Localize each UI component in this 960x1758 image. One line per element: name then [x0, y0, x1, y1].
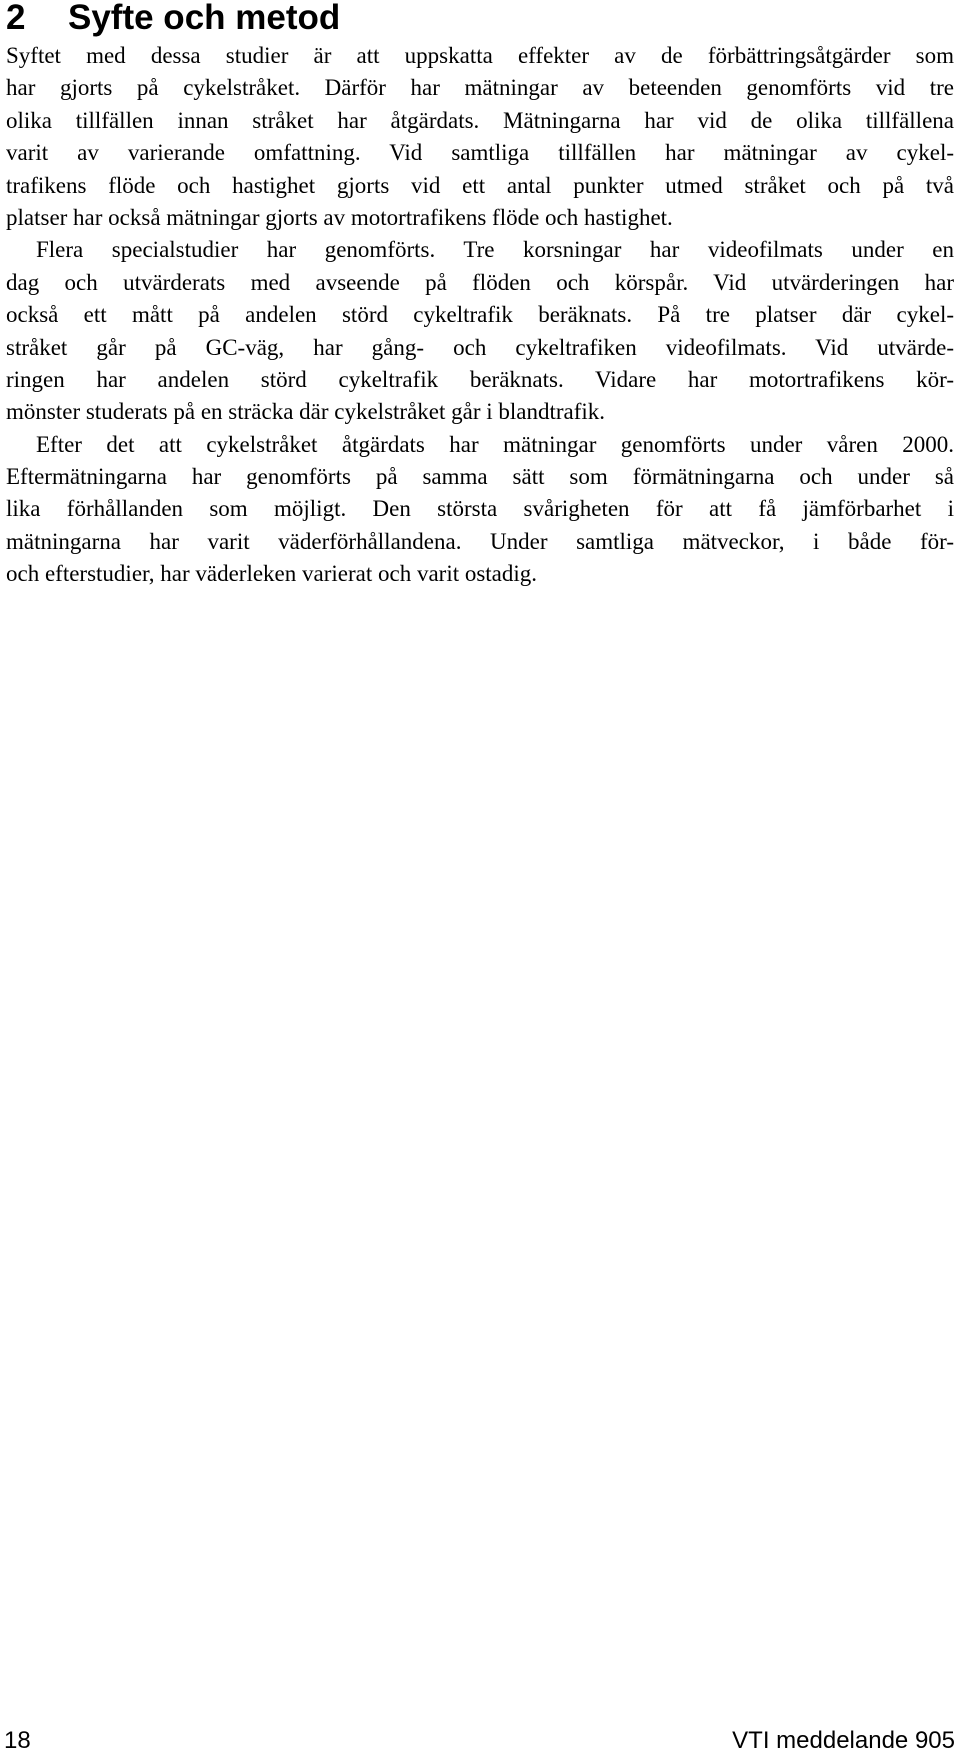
paragraph — [6, 234, 954, 428]
text-line: trafikens flöde och hastighet gjorts vid ett antal punkter utmed stråket och på två — [6, 172, 954, 198]
text-line: Eftermätningarna har genomförts på samma sätt som förmätningarna och under så — [6, 464, 954, 490]
text-line: olika tillfällen innan stråket har åtgärdats. Mätningarna har vid de olika tillfällena — [6, 107, 954, 133]
body-text — [6, 40, 954, 591]
text-line: ringen har andelen störd cykeltrafik beräknats. Vidare har motortrafikens kör- — [6, 366, 954, 392]
text-line: också ett mått på andelen störd cykeltrafik beräknats. På tre platser där cykel- — [6, 302, 954, 328]
paragraph — [6, 429, 954, 591]
section-heading — [6, 0, 340, 40]
text-line: mönster studerats på en sträcka där cykelstråket går i blandtrafik. — [6, 399, 606, 425]
text-line: dag och utvärderats med avseende på flöden och körspår. Vid utvärderingen har — [6, 269, 954, 295]
text-line: Efter det att cykelstråket åtgärdats har mätningar genomförts under våren 2000. — [36, 431, 954, 457]
text-line: mätningarna har varit väderförhållandena. Under samtliga mätveckor, i både för- — [6, 528, 954, 554]
text-line: lika förhållanden som möjligt. Den största svårigheten för att få jämförbarhet i — [6, 496, 954, 522]
publication-name: VTI meddelande 905 — [732, 1727, 955, 1754]
text-line: stråket går på GC-väg, har gång- och cykeltrafiken videofilmats. Vid utvärde- — [6, 334, 954, 360]
paragraph — [6, 40, 954, 234]
text-line: har gjorts på cykelstråket. Därför har mätningar av beteenden genomförts vid tre — [6, 75, 954, 101]
text-line: varit av varierande omfattning. Vid samtliga tillfällen har mätningar av cykel- — [6, 140, 954, 166]
page-number: 18 — [4, 1727, 31, 1754]
text-line: och efterstudier, har väderleken varierat och varit ostadig. — [6, 561, 538, 587]
section-number: 2 — [6, 0, 26, 37]
text-line: Flera specialstudier har genomförts. Tre korsningar har videofilmats under en — [36, 237, 954, 263]
section-title: Syfte och metod — [68, 0, 341, 37]
text-line: platser har också mätningar gjorts av motortrafikens flöde och hastighet. — [6, 204, 673, 230]
text-line: Syftet med dessa studier är att uppskatta effekter av de förbättringsåtgärder som — [6, 43, 954, 68]
